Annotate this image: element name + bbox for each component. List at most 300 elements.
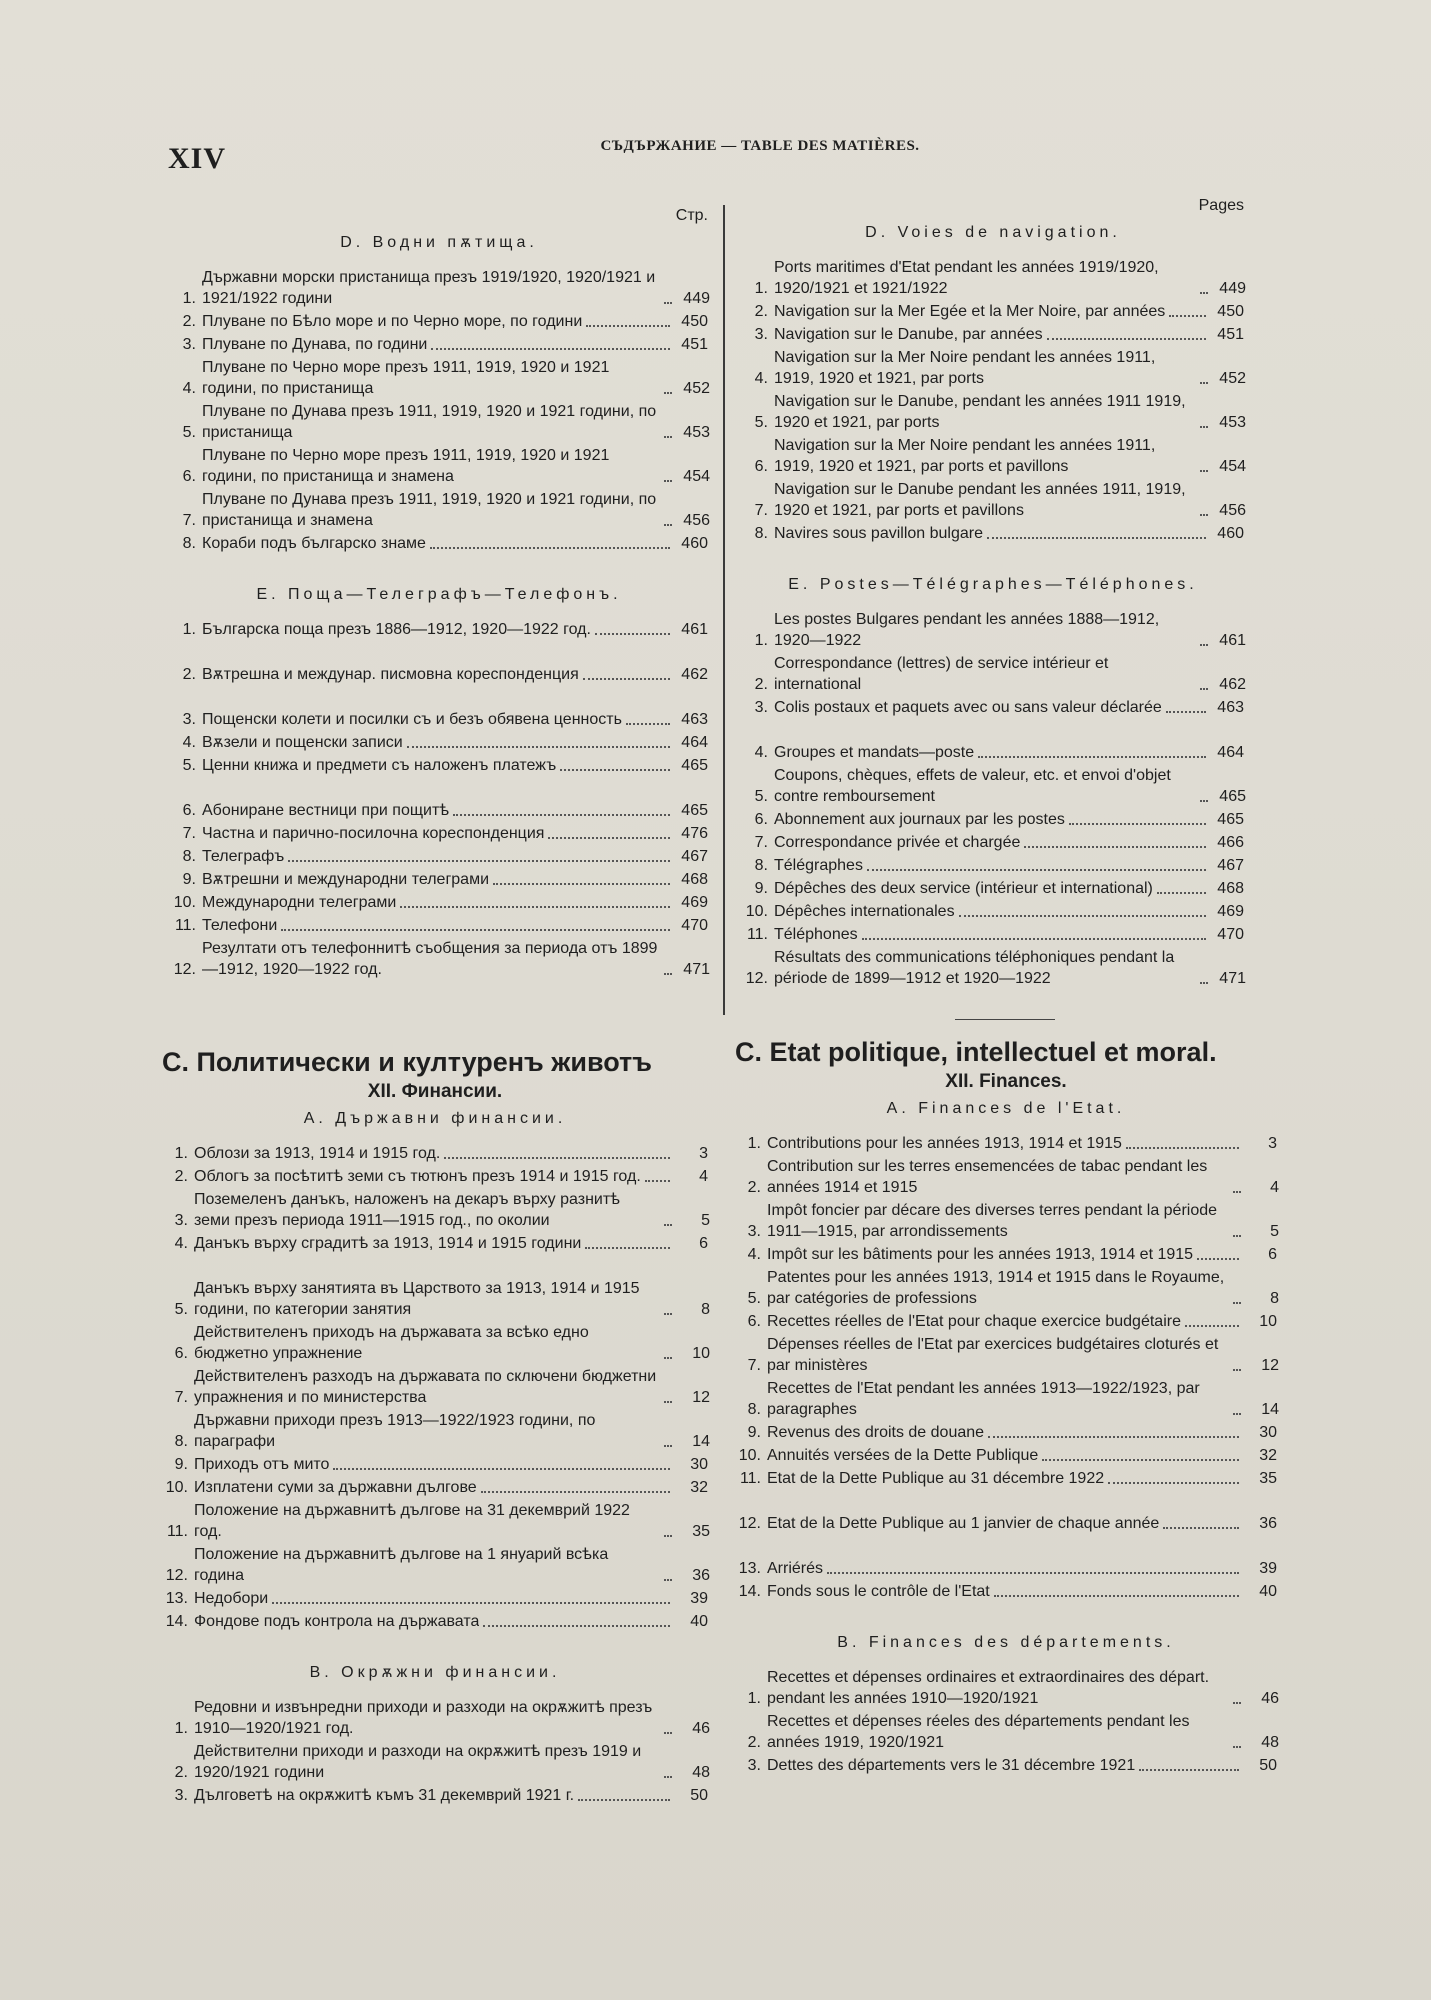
- dot-leader: [585, 1247, 670, 1249]
- toc-entry-title: Вѫтрешна и междунар. писмовна кореспонденция: [202, 666, 579, 683]
- toc-entry-page: 5: [1270, 1223, 1279, 1240]
- toc-entry-title: Navigation sur le Danube pendant les années 1911, 1919, 1920 et 1921, par ports et pavillons: [774, 481, 1186, 519]
- toc-entry-page: 39: [1259, 1560, 1277, 1577]
- toc-entry-title: Correspondance privée et chargée: [774, 834, 1021, 851]
- dot-leader: [959, 915, 1206, 917]
- toc-entry-title: Държавни приходи презъ 1913—1922/1923 години, по параграфи: [194, 1412, 596, 1450]
- dot-leader: [1200, 514, 1208, 516]
- dot-leader: [664, 1445, 672, 1447]
- chapter-title: XII. Finances.: [945, 1071, 1067, 1092]
- toc-entry: [170, 915, 708, 936]
- toc-entry-number: 7.: [182, 825, 196, 842]
- toc-entry: [742, 742, 1244, 763]
- toc-entry-title: Положение на държавнитѣ дългове на 1 януарий всѣка година: [194, 1546, 609, 1584]
- dot-leader: [1233, 1235, 1241, 1237]
- toc-entry-title: Navigation sur la Mer Egée et la Mer Noire, par années: [774, 303, 1166, 320]
- toc-entry-page: 14: [692, 1433, 710, 1450]
- toc-entry-title: Recettes et dépenses réeles des départements pendant les années 1919, 1920/1921: [767, 1713, 1190, 1751]
- toc-entry-number: 5.: [754, 414, 768, 431]
- dot-leader: [493, 883, 670, 885]
- toc-entry-title: Recettes réelles de l'Etat pour chaque exercice budgétaire: [767, 1313, 1181, 1330]
- toc-entry: [170, 533, 708, 554]
- toc-entry-title: Dépêches internationales: [774, 903, 955, 920]
- toc-entry-title: Данъкъ върху сградитѣ за 1913, 1914 и 1915 години: [194, 1235, 582, 1252]
- toc-entry-title: Téléphones: [774, 926, 858, 943]
- toc-entry-page: 453: [683, 424, 710, 441]
- toc-entry: [170, 489, 708, 531]
- right-column-top: [742, 195, 1244, 991]
- toc-entry-page: 476: [681, 825, 708, 842]
- dot-leader: [664, 302, 672, 304]
- toc-entry: [735, 1422, 1277, 1443]
- toc-entry-page: 6: [1268, 1246, 1277, 1263]
- toc-entry: [742, 435, 1244, 477]
- toc-list: [735, 1133, 1277, 1602]
- toc-entry-page: 471: [683, 961, 710, 978]
- toc-entry-page: 30: [1259, 1424, 1277, 1441]
- toc-entry: [735, 1311, 1277, 1332]
- toc-entry-page: 467: [1217, 857, 1244, 874]
- toc-entry-page: 4: [699, 1168, 708, 1185]
- toc-entry-title: Recettes de l'Etat pendant les années 1913—1922/1923, par paragraphes: [767, 1380, 1200, 1418]
- toc-entry-page: 470: [681, 917, 708, 934]
- toc-entry-number: 9.: [747, 1424, 761, 1441]
- toc-entry-title: Les postes Bulgares pendant les années 1888—1912, 1920—1922: [774, 611, 1160, 649]
- toc-entry-title: Редовни и извънредни приходи и разходи на окрѫжитѣ презъ 1910—1920/1921 год.: [194, 1699, 653, 1737]
- dot-leader: [1233, 1746, 1241, 1748]
- toc-entry-title: Arriérés: [767, 1560, 824, 1577]
- toc-entry-number: 2.: [182, 666, 196, 683]
- toc-list: [742, 609, 1244, 989]
- toc-entry-title: Contributions pour les années 1913, 1914 et 1915: [767, 1135, 1122, 1152]
- toc-entry: [742, 653, 1244, 695]
- dot-leader: [626, 723, 670, 725]
- toc-entry-title: Dettes des départements vers le 31 décembre 1921: [767, 1757, 1136, 1774]
- toc-entry-page: 449: [683, 290, 710, 307]
- toc-entry-number: 7.: [754, 834, 768, 851]
- toc-entry-title: Дълговетѣ на окрѫжитѣ къмъ 31 декемврий 1921 г.: [194, 1787, 575, 1804]
- toc-entry: [742, 855, 1244, 876]
- toc-entry-title: Плуване по Дунава презъ 1911, 1919, 1920 и 1921 години, по пристанища: [202, 403, 657, 441]
- dot-leader: [1200, 426, 1208, 428]
- section-divider: [955, 1019, 1055, 1020]
- toc-entry-title: Действителенъ приходъ на държавата за всѣко едно бюджетно упражнение: [194, 1324, 589, 1362]
- toc-entry: [162, 1366, 708, 1408]
- toc-entry-title: Изплатени суми за държавни дългове: [194, 1479, 477, 1496]
- dot-leader: [994, 1595, 1239, 1597]
- dot-leader: [444, 1157, 670, 1159]
- toc-entry-number: 1.: [174, 1145, 188, 1162]
- dot-leader: [1166, 711, 1206, 713]
- toc-entry-title: Телеграфъ: [202, 848, 285, 865]
- page-column-label: Pages: [1198, 197, 1244, 214]
- toc-entry-page: 453: [1219, 414, 1246, 431]
- dot-leader: [272, 1602, 670, 1604]
- toc-entry-title: Частна и парично-посилочна кореспонденция: [202, 825, 545, 842]
- toc-entry-page: 449: [1219, 280, 1246, 297]
- toc-entry-page: 35: [692, 1523, 710, 1540]
- toc-entry-title: Плуване по Дунава презъ 1911, 1919, 1920 и 1921 години, по пристанища и знамена: [202, 491, 657, 529]
- toc-entry-number: 2.: [747, 1734, 761, 1751]
- dot-leader: [1024, 846, 1206, 848]
- toc-entry: [742, 609, 1244, 651]
- toc-entry: [735, 1156, 1277, 1198]
- toc-entry-page: 32: [1259, 1447, 1277, 1464]
- toc-entry-page: 462: [681, 666, 708, 683]
- toc-entry-number: 10.: [745, 903, 768, 920]
- toc-entry-number: 7.: [174, 1389, 188, 1406]
- toc-entry-title: Ценни книжа и предмети съ наложенъ платежъ: [202, 757, 557, 774]
- dot-leader: [1126, 1147, 1239, 1149]
- toc-entry-title: Dépêches des deux service (intérieur et international): [774, 880, 1153, 897]
- toc-entry-page: 14: [1261, 1401, 1279, 1418]
- toc-entry-page: 454: [683, 468, 710, 485]
- toc-entry-page: 456: [683, 512, 710, 529]
- toc-entry-number: 9.: [754, 880, 768, 897]
- toc-entry-number: 7.: [747, 1357, 761, 1374]
- toc-entry: [735, 1755, 1277, 1776]
- toc-entry-title: Colis postaux et paquets avec ou sans valeur déclarée: [774, 699, 1162, 716]
- toc-entry-page: 30: [690, 1456, 708, 1473]
- toc-entry-title: Вѫтрешни и международни телеграми: [202, 871, 490, 888]
- toc-entry-number: 14.: [738, 1583, 761, 1600]
- toc-entry: [162, 1454, 708, 1475]
- toc-entry: [742, 523, 1244, 544]
- dot-leader: [1139, 1769, 1239, 1771]
- toc-entry-number: 3.: [754, 326, 768, 343]
- toc-entry: [170, 892, 708, 913]
- toc-entry-page: 467: [681, 848, 708, 865]
- toc-entry: [162, 1189, 708, 1231]
- toc-entry-page: 462: [1219, 676, 1246, 693]
- toc-list: [735, 1667, 1277, 1776]
- dot-leader: [664, 1776, 672, 1778]
- page-column-label: Стр.: [675, 207, 708, 224]
- dot-leader: [333, 1468, 670, 1470]
- dot-leader: [664, 973, 672, 975]
- toc-entry-title: Impôt sur les bâtiments pour les années 1913, 1914 et 1915: [767, 1246, 1194, 1263]
- toc-entry-title: Облогъ за посѣтитѣ земи съ тютюнъ презъ 1914 и 1915 год.: [194, 1168, 641, 1185]
- toc-entry-number: 3.: [754, 699, 768, 716]
- toc-entry: [170, 755, 708, 776]
- toc-entry-number: 4.: [754, 744, 768, 761]
- toc-entry-title: Etat de la Dette Publique au 1 janvier de chaque année: [767, 1515, 1160, 1532]
- section-heading: B. Окрѫжни финансии.: [309, 1664, 561, 1681]
- toc-entry-page: 460: [1217, 525, 1244, 542]
- dot-leader: [1233, 1413, 1241, 1415]
- toc-entry-number: 13.: [165, 1590, 188, 1607]
- toc-entry-title: Плуване по Черно море презъ 1911, 1919, 1920 и 1921 години, по пристанища: [202, 359, 610, 397]
- toc-entry-number: 11.: [174, 917, 196, 934]
- toc-entry-number: 11.: [166, 1523, 188, 1540]
- toc-entry: [735, 1513, 1277, 1534]
- dot-leader: [1200, 470, 1208, 472]
- toc-entry-page: 456: [1219, 502, 1246, 519]
- page-number: XIV: [168, 142, 227, 175]
- toc-entry-title: Международни телеграми: [202, 894, 397, 911]
- toc-entry-page: 464: [681, 734, 708, 751]
- dot-leader: [1157, 892, 1206, 894]
- toc-entry-title: Действителни приходи и разходи на окрѫжитѣ презъ 1919 и 1920/1921 години: [194, 1743, 642, 1781]
- toc-entry-number: 5.: [754, 788, 768, 805]
- toc-entry-number: 6.: [182, 468, 196, 485]
- toc-entry: [170, 401, 708, 443]
- toc-entry: [742, 301, 1244, 322]
- toc-entry-number: 8.: [174, 1433, 188, 1450]
- toc-entry-number: 1.: [174, 1720, 188, 1737]
- toc-entry: [742, 347, 1244, 389]
- toc-entry-page: 465: [681, 802, 708, 819]
- toc-entry-title: Annuités versées de la Dette Publique: [767, 1447, 1039, 1464]
- toc-list: [162, 1697, 708, 1806]
- toc-entry: [170, 846, 708, 867]
- toc-entry-page: 469: [681, 894, 708, 911]
- left-column-bottom: [162, 1047, 710, 1808]
- toc-entry: [735, 1667, 1277, 1709]
- toc-entry: [162, 1477, 708, 1498]
- toc-entry-page: 32: [690, 1479, 708, 1496]
- toc-entry: [170, 334, 708, 355]
- dot-leader: [664, 1401, 672, 1403]
- toc-entry-number: 8.: [754, 525, 768, 542]
- dot-leader: [1200, 800, 1208, 802]
- toc-entry: [170, 869, 708, 890]
- toc-entry-number: 3.: [747, 1223, 761, 1240]
- toc-entry-page: 4: [1270, 1179, 1279, 1196]
- toc-entry-page: 35: [1259, 1470, 1277, 1487]
- toc-entry-number: 7.: [182, 512, 196, 529]
- dot-leader: [1200, 382, 1208, 384]
- toc-entry-title: Недобори: [194, 1590, 269, 1607]
- toc-entry-title: Българска поща презъ 1886—1912, 1920—1922 год.: [202, 621, 591, 638]
- toc-entry-page: 8: [701, 1301, 710, 1318]
- toc-entry: [162, 1410, 708, 1452]
- toc-entry: [162, 1166, 708, 1187]
- dot-leader: [1233, 1191, 1241, 1193]
- toc-entry-page: 50: [1259, 1757, 1277, 1774]
- dot-leader: [664, 1535, 672, 1537]
- toc-entry-page: 452: [683, 380, 710, 397]
- dot-leader: [1069, 823, 1206, 825]
- toc-entry: [162, 1611, 708, 1632]
- toc-entry-page: 3: [1268, 1135, 1277, 1152]
- toc-entry-number: 5.: [182, 757, 196, 774]
- dot-leader: [978, 756, 1206, 758]
- toc-entry: [742, 391, 1244, 433]
- toc-entry-number: 8.: [182, 848, 196, 865]
- toc-entry: [170, 800, 708, 821]
- toc-entry-number: 6.: [174, 1345, 188, 1362]
- toc-entry-number: 10.: [173, 894, 196, 911]
- dot-leader: [1042, 1459, 1239, 1461]
- toc-entry: [742, 479, 1244, 521]
- toc-entry-title: Вѫзели и пощенски записи: [202, 734, 403, 751]
- toc-entry-number: 2.: [174, 1168, 188, 1185]
- toc-entry: [742, 878, 1244, 899]
- toc-entry-page: 5: [701, 1212, 710, 1229]
- toc-entry-title: Navigation sur la Mer Noire pendant les années 1911, 1919, 1920 et 1921, par ports: [774, 349, 1156, 387]
- toc-entry-title: Groupes et mandats—poste: [774, 744, 975, 761]
- dot-leader: [400, 906, 670, 908]
- toc-entry-page: 40: [1259, 1583, 1277, 1600]
- dot-leader: [1047, 338, 1206, 340]
- toc-entry-number: 12.: [745, 970, 768, 987]
- toc-list: [170, 267, 708, 554]
- toc-entry-page: 463: [681, 711, 708, 728]
- dot-leader: [988, 1436, 1239, 1438]
- toc-entry-page: 50: [690, 1787, 708, 1804]
- toc-entry-number: 1.: [754, 632, 768, 649]
- toc-entry-title: Положение на държавнитѣ дългове на 31 декемврий 1922 год.: [194, 1502, 630, 1540]
- toc-entry: [735, 1267, 1277, 1309]
- toc-entry: [162, 1278, 708, 1320]
- toc-entry-number: 4.: [182, 734, 196, 751]
- toc-entry: [735, 1133, 1277, 1154]
- toc-entry-title: Dépenses réelles de l'Etat par exercices budgétaires cloturés et par ministères: [767, 1336, 1219, 1374]
- dot-leader: [281, 929, 670, 931]
- toc-entry-number: 9.: [174, 1456, 188, 1473]
- toc-entry-number: 11.: [746, 926, 768, 943]
- left-column-top: [170, 205, 708, 982]
- toc-entry-number: 3.: [182, 711, 196, 728]
- toc-entry-title: Кораби подъ българско знаме: [202, 535, 426, 552]
- toc-entry: [735, 1468, 1277, 1489]
- toc-entry-page: 466: [1217, 834, 1244, 851]
- toc-entry-page: 461: [1219, 632, 1246, 649]
- toc-entry: [162, 1785, 708, 1806]
- toc-entry-title: Ports maritimes d'Etat pendant les années 1919/1920, 1920/1921 et 1921/1922: [774, 259, 1159, 297]
- toc-entry: [742, 924, 1244, 945]
- toc-entry-number: 1.: [182, 290, 196, 307]
- dot-leader: [1200, 982, 1208, 984]
- toc-entry-title: Correspondance (lettres) de service intérieur et international: [774, 655, 1109, 693]
- section-heading: D. Водни пѫтища.: [340, 234, 538, 251]
- toc-entry-title: Abonnement aux journaux par les postes: [774, 811, 1065, 828]
- toc-entry-title: Приходъ отъ мито: [194, 1456, 330, 1473]
- section-heading: E. Postes—Télégraphes—Téléphones.: [788, 576, 1198, 593]
- toc-entry-number: 1.: [182, 621, 196, 638]
- toc-entry-page: 471: [1219, 970, 1246, 987]
- dot-leader: [1169, 315, 1206, 317]
- dot-leader: [645, 1180, 670, 1182]
- dot-leader: [583, 678, 670, 680]
- toc-entry: [162, 1544, 708, 1586]
- toc-entry-number: 1.: [754, 280, 768, 297]
- toc-entry: [735, 1711, 1277, 1753]
- chapter-title: XII. Финансии.: [367, 1081, 503, 1102]
- toc-entry-page: 465: [1219, 788, 1246, 805]
- toc-entry-number: 8.: [754, 857, 768, 874]
- toc-entry-page: 48: [692, 1764, 710, 1781]
- toc-entry-page: 465: [681, 757, 708, 774]
- toc-entry: [735, 1200, 1277, 1242]
- toc-entry-number: 3.: [747, 1757, 761, 1774]
- toc-entry: [742, 257, 1244, 299]
- toc-entry: [742, 765, 1244, 807]
- toc-entry-number: 2.: [754, 303, 768, 320]
- toc-entry: [170, 619, 708, 640]
- toc-entry-page: 12: [692, 1389, 710, 1406]
- toc-entry-page: 451: [681, 336, 708, 353]
- toc-entry-number: 8.: [747, 1401, 761, 1418]
- toc-entry-page: 3: [699, 1145, 708, 1162]
- part-title: C. Etat politique, intellectuel et moral.: [735, 1037, 1217, 1067]
- toc-entry-number: 6.: [747, 1313, 761, 1330]
- toc-list: [742, 257, 1244, 544]
- toc-entry-page: 464: [1217, 744, 1244, 761]
- dot-leader: [664, 480, 672, 482]
- toc-entry-number: 4.: [754, 370, 768, 387]
- toc-entry-page: 10: [1259, 1313, 1277, 1330]
- section-heading: E. Поща—Телеграфъ—Телефонъ.: [256, 586, 622, 603]
- toc-entry-number: 4.: [174, 1235, 188, 1252]
- dot-leader: [407, 746, 670, 748]
- toc-entry-title: Télégraphes: [774, 857, 863, 874]
- toc-entry: [735, 1378, 1277, 1420]
- dot-leader: [430, 547, 670, 549]
- dot-leader: [586, 325, 670, 327]
- toc-entry-title: Абониране вестници при пощитѣ: [202, 802, 450, 819]
- toc-entry-page: 6: [699, 1235, 708, 1252]
- dot-leader: [483, 1625, 670, 1627]
- toc-entry-title: Плуване по Черно море презъ 1911, 1919, 1920 и 1921 години, по пристанища и знамена: [202, 447, 610, 485]
- toc-entry-number: 6.: [754, 811, 768, 828]
- toc-entry: [735, 1244, 1277, 1265]
- dot-leader: [1233, 1702, 1241, 1704]
- toc-entry-title: Impôt foncier par décare des diverses terres pendant la période 1911—1915, par arrondissements: [767, 1202, 1218, 1240]
- toc-entry-number: 5.: [174, 1301, 188, 1318]
- toc-entry-number: 6.: [754, 458, 768, 475]
- toc-entry-page: 468: [1217, 880, 1244, 897]
- toc-entry: [162, 1322, 708, 1364]
- toc-entry-number: 5.: [747, 1290, 761, 1307]
- dot-leader: [1200, 688, 1208, 690]
- running-title: СЪДЪРЖАНИЕ — TABLE DES MATIÈRES.: [600, 138, 920, 154]
- toc-entry-number: 8.: [182, 535, 196, 552]
- dot-leader: [664, 436, 672, 438]
- dot-leader: [987, 537, 1206, 539]
- dot-leader: [560, 769, 670, 771]
- dot-leader: [1200, 644, 1208, 646]
- toc-entry-page: 10: [692, 1345, 710, 1362]
- toc-entry: [170, 732, 708, 753]
- toc-entry-title: Navigation sur le Danube, par années: [774, 326, 1043, 343]
- dot-leader: [664, 1579, 672, 1581]
- toc-entry-number: 12.: [738, 1515, 761, 1532]
- dot-leader: [1200, 292, 1208, 294]
- toc-entry: [742, 809, 1244, 830]
- dot-leader: [664, 1224, 672, 1226]
- toc-entry: [742, 832, 1244, 853]
- toc-entry-page: 46: [692, 1720, 710, 1737]
- toc-entry-number: 12.: [173, 961, 196, 978]
- toc-entry-page: 460: [681, 535, 708, 552]
- part-title: C. Политически и културенъ животъ: [162, 1047, 652, 1077]
- toc-entry: [170, 823, 708, 844]
- toc-entry: [170, 938, 708, 980]
- toc-entry-title: Поземеленъ данъкъ, наложенъ на декаръ върху разнитѣ земи презъ периода 1911—1915 год., по околии: [194, 1191, 620, 1229]
- toc-entry-number: 13.: [738, 1560, 761, 1577]
- toc-entry: [170, 664, 708, 685]
- toc-entry-title: Résultats des communications téléphoniques pendant la période de 1899—1912 et 1920—1922: [774, 949, 1175, 987]
- toc-entry-title: Плуване по Бѣло море и по Черно море, по години: [202, 313, 583, 330]
- toc-entry-page: 48: [1261, 1734, 1279, 1751]
- toc-entry-page: 469: [1217, 903, 1244, 920]
- toc-entry-page: 468: [681, 871, 708, 888]
- toc-entry: [742, 947, 1244, 989]
- toc-entry-title: Действителенъ разходъ на държавата по сключени бюджетни упражнения и по министерства: [194, 1368, 657, 1406]
- toc-entry-number: 14.: [165, 1613, 188, 1630]
